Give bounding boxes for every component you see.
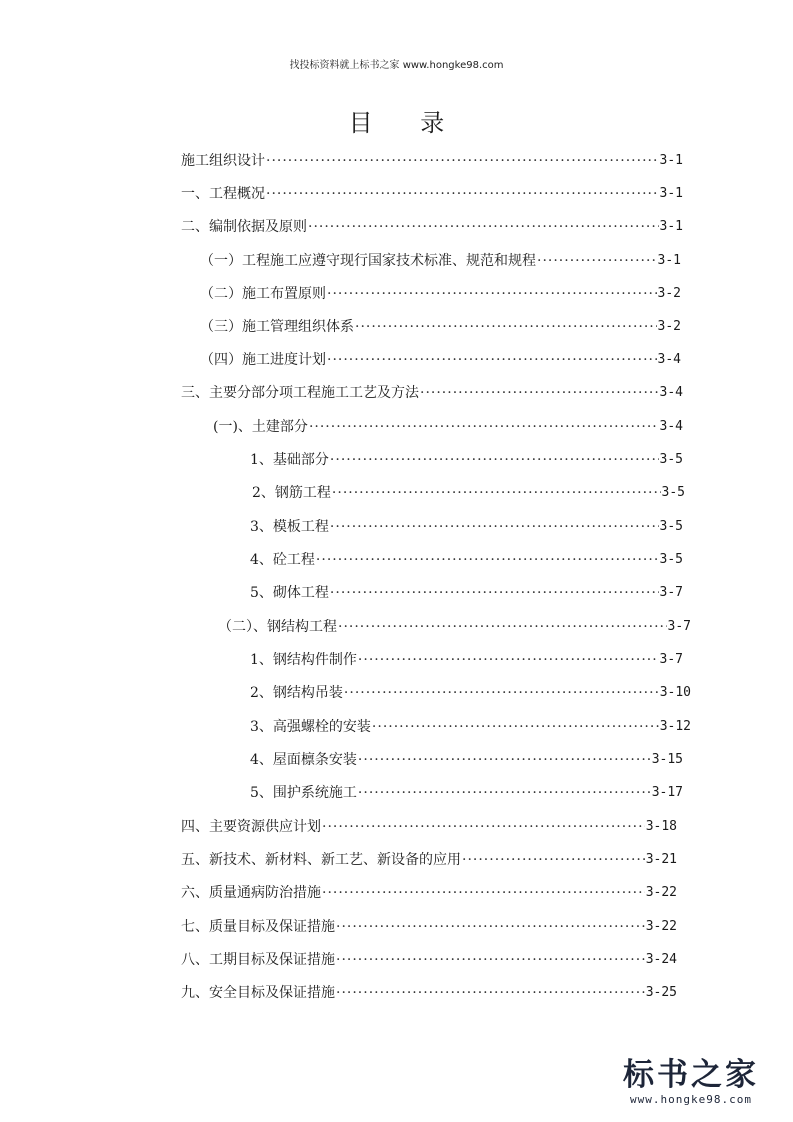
toc-entry-page: 3-7 [667,619,691,634]
toc-entry-page: 3-5 [659,552,683,567]
toc-entry[interactable] [181,376,683,410]
toc-entry-label: 四、主要资源供应计划 [181,819,321,835]
watermark-logo [611,1057,771,1106]
toc-entry-page: 3-5 [659,519,683,534]
toc-leader-dots [336,976,645,1010]
toc-leader-dots [330,576,659,610]
toc-entry-label: 七、质量目标及保证措施 [181,919,335,935]
toc-leader-dots [372,710,659,744]
toc-leader-dots [358,643,659,677]
toc-entry-label: （二）施工布置原则 [200,286,326,302]
toc-entry[interactable] [218,610,691,644]
toc-leader-dots [355,310,657,344]
toc-entry-label: 2、钢结构吊装 [250,685,343,701]
toc-entry[interactable] [250,643,683,677]
toc-entry-label: 1、基础部分 [250,452,329,468]
toc-entry[interactable] [250,443,683,477]
toc-entry[interactable] [250,510,683,544]
toc-entry-label: （二）、钢结构工程 [218,619,337,635]
toc-leader-dots [316,543,659,577]
toc-entry-page: 3-5 [659,452,683,467]
toc-entry-label: 一、工程概况 [181,186,265,202]
toc-leader-dots [338,610,667,644]
toc-leader-dots [336,943,645,977]
toc-entry-page: 3-10 [659,685,691,700]
toc-entry-page: 3-4 [659,419,683,434]
toc-entry-label: 5、砌体工程 [250,585,329,601]
toc-entry-page: 3-25 [645,985,677,1000]
toc-entry-page: 3-15 [651,752,683,767]
toc-entry-label: 3、模板工程 [250,519,329,535]
toc-entry-page: 3-4 [659,385,683,400]
toc-entry-label: (一)、土建部分 [213,419,308,435]
toc-entry-page: 3-2 [657,319,681,334]
toc-entry-page: 3-12 [659,719,691,734]
toc-entry-page: 3-18 [645,819,677,834]
toc-leader-dots [266,177,659,211]
toc-entry[interactable] [250,576,683,610]
toc-entry[interactable] [181,810,677,844]
toc-entry-page: 3-22 [645,885,677,900]
toc-entry-label: 3、高强螺栓的安装 [250,719,371,735]
toc-leader-dots [420,376,659,410]
toc-entry[interactable] [181,144,683,178]
toc-leader-dots [327,343,657,377]
toc-leader-dots [537,244,657,278]
toc-entry-label: 5、围护系统施工 [250,785,357,801]
toc-entry-label: 八、工期目标及保证措施 [181,952,335,968]
toc-leader-dots [462,843,645,877]
watermark-brand-text: 标书之家 [623,1057,759,1093]
header-note: 找投标资料就上标书之家 www.hongke98.com [289,60,504,71]
toc-entry-page: 3-5 [661,485,685,500]
toc-entry-page: 3-22 [645,919,677,934]
toc-entry[interactable] [181,943,677,977]
toc-entry-label: 三、主要分部分项工程施工工艺及方法 [181,385,419,401]
toc-leader-dots [322,876,645,910]
toc-entry-page: 3-17 [651,785,683,800]
toc-entry[interactable] [252,476,685,510]
toc-entry[interactable] [200,343,681,377]
toc-entry-label: 2、钢筋工程 [252,485,331,501]
toc-entry-label: 五、新技术、新材料、新工艺、新设备的应用 [181,852,461,868]
toc-entry[interactable] [213,410,683,444]
toc-entry[interactable] [181,976,677,1010]
toc-entry[interactable] [181,210,683,244]
watermark-url: www.hongke98.com [630,1093,752,1106]
toc-entry-label: 4、屋面檩条安装 [250,752,357,768]
toc-leader-dots [332,476,661,510]
toc-leader-dots [336,910,645,944]
toc-leader-dots [327,277,657,311]
toc-entry-label: （四）施工进度计划 [200,352,326,368]
toc-entry[interactable] [181,843,677,877]
toc-entry-page: 3-24 [645,952,677,967]
toc-entry[interactable] [250,676,691,710]
toc-entry[interactable] [250,776,683,810]
toc-entry-label: 六、质量通病防治措施 [181,885,321,901]
toc-leader-dots [344,676,659,710]
toc-entry[interactable] [250,743,683,777]
toc-leader-dots [322,810,645,844]
toc-entry[interactable] [181,876,677,910]
toc-entry-page: 3-7 [659,652,683,667]
toc-leader-dots [330,443,659,477]
toc-entry-page: 3-1 [659,153,683,168]
toc-entry[interactable] [200,244,681,278]
toc-leader-dots [358,776,651,810]
toc-entry-page: 3-21 [645,852,677,867]
toc-entry-label: 4、砼工程 [250,552,315,568]
toc-leader-dots [266,144,659,178]
toc-entry-label: 九、安全目标及保证措施 [181,985,335,1001]
page-title: 目 录 [348,109,465,137]
toc-entry[interactable] [200,310,681,344]
toc-entry-page: 3-2 [657,286,681,301]
toc-entry[interactable] [250,543,683,577]
toc-entry-label: （一）工程施工应遵守现行国家技术标准、规范和规程 [200,253,536,269]
toc-entry-label: 1、钢结构件制作 [250,652,357,668]
toc-entry-page: 3-7 [659,585,683,600]
toc-leader-dots [330,510,659,544]
toc-entry-page: 3-1 [659,186,683,201]
toc-entry-label: 二、编制依据及原则 [181,219,307,235]
toc-entry-page: 3-1 [659,219,683,234]
toc-leader-dots [308,210,659,244]
toc-entry[interactable] [250,710,691,744]
toc-entry[interactable] [200,277,681,311]
toc-leader-dots [309,410,659,444]
toc-entry[interactable] [181,177,683,211]
toc-entry-page: 3-1 [657,253,681,268]
toc-entry-label: 施工组织设计 [181,153,265,169]
toc-leader-dots [358,743,651,777]
toc-entry[interactable] [181,910,677,944]
toc-entry-label: （三）施工管理组织体系 [200,319,354,335]
toc-entry-page: 3-4 [657,352,681,367]
